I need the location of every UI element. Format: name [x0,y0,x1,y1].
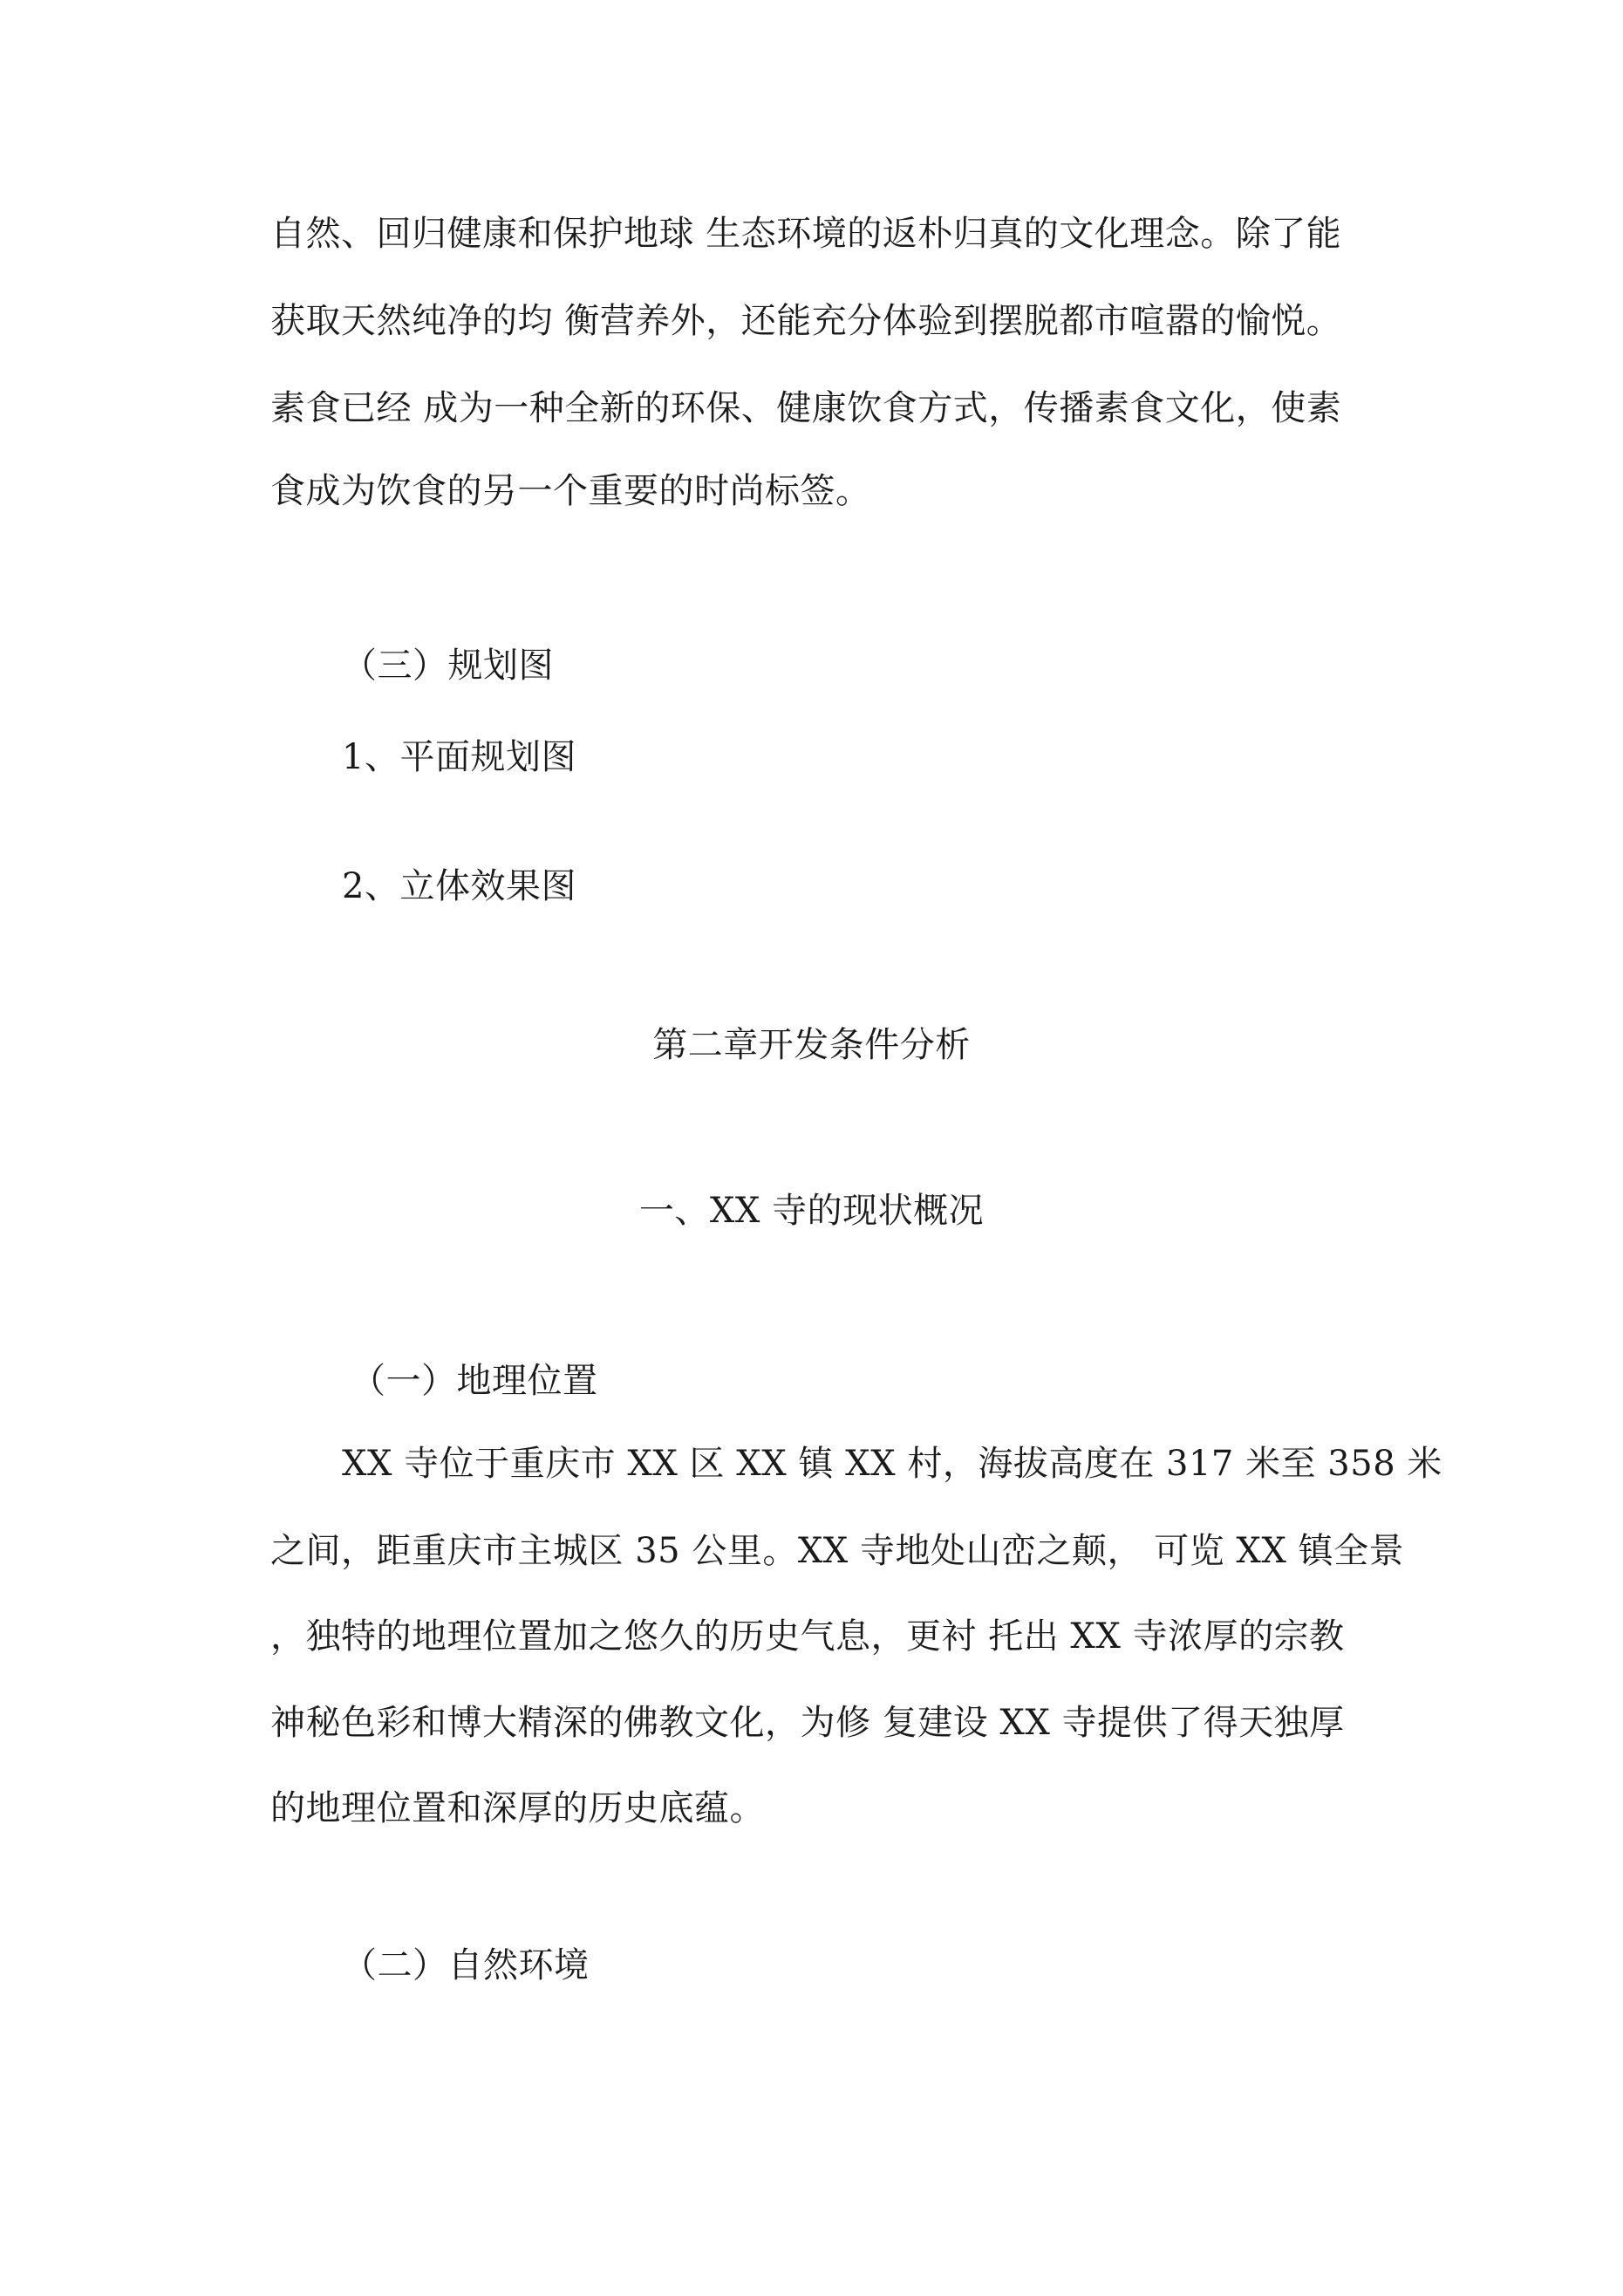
location-paragraph-line: 的地理位置和深厚的历史底蕴。 [270,1788,765,1828]
chapter-title: 第二章开发条件分析 [652,1025,971,1065]
intro-paragraph-line: 自然、回归健康和保护地球 生态环境的返朴归真的文化理念。除了能 [270,214,1342,254]
section-heading-nature: （二）自然环境 [342,1945,590,1985]
location-paragraph-line: 神秘色彩和博大精深的佛教文化，为修 复建设 XX 寺提供了得天独厚 [270,1703,1345,1743]
location-paragraph-line: 之间，距重庆市主城区 35 公里。XX 寺地处山峦之颠， 可览 XX 镇全景 [270,1531,1405,1571]
location-paragraph-line: ，独特的地理位置加之悠久的历史气息，更衬 托出 XX 寺浓厚的宗教 [270,1616,1345,1657]
location-paragraph-line: XX 寺位于重庆市 XX 区 XX 镇 XX 村，海拔高度在 317 米至 358 米 [342,1444,1442,1484]
plan-item-3d-render: 2、立体效果图 [342,866,576,906]
section-heading-location: （一）地理位置 [351,1361,598,1401]
intro-paragraph-line: 素食已经 成为一种全新的环保、健康饮食方式，传播素食文化，使素 [270,388,1342,428]
intro-paragraph-line: 食成为饮食的另一个重要的时尚标签。 [270,471,871,511]
section-heading-plan: （三）规划图 [342,646,554,686]
intro-paragraph-line: 获取天然纯净的均 衡营养外，还能充分体验到摆脱都市喧嚣的愉悦。 [270,301,1342,341]
subchapter-title: 一、XX 寺的现状概况 [638,1191,985,1231]
plan-item-floor-plan: 1、平面规划图 [342,737,576,777]
